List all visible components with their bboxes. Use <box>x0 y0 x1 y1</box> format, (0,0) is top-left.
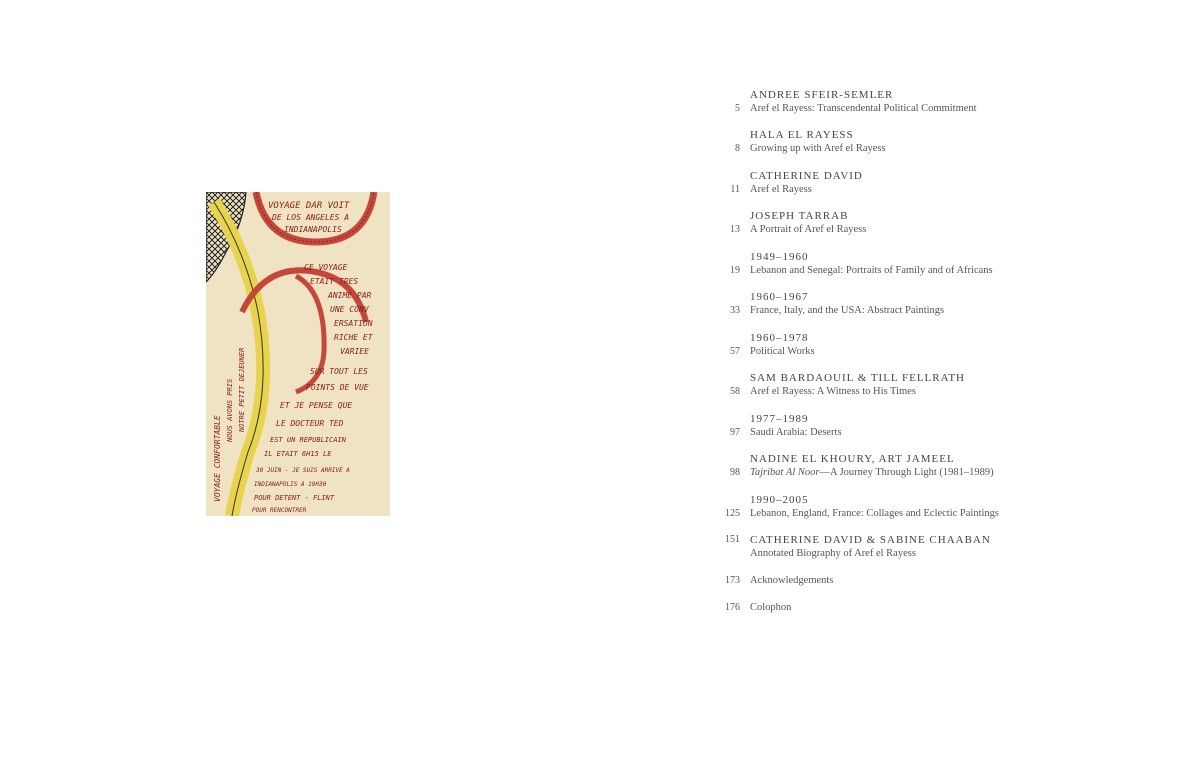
toc-section-years: 1960–1967 <box>750 291 809 303</box>
toc-page-number: 11 <box>730 184 740 195</box>
toc-author: CATHERINE DAVID <box>750 170 863 182</box>
handwriting-line: VARIEE <box>340 347 369 356</box>
toc-page-number: 33 <box>730 305 740 316</box>
toc-title: Lebanon and Senegal: Portraits of Family and of Africans <box>750 265 993 276</box>
handwriting-line: IL ETAIT 6H15 LE <box>264 450 332 458</box>
toc-entry <box>700 88 1120 128</box>
table-of-contents <box>700 88 1120 628</box>
handwriting-line: RICHE ET <box>334 333 373 342</box>
toc-page-number: 98 <box>730 467 740 478</box>
toc-page-number: 151 <box>725 534 740 545</box>
handwriting-vertical: NOTRE PETIT DEJEUNER <box>238 347 246 432</box>
toc-page-number: 5 <box>735 103 740 114</box>
handwriting-line: ANIME PAR <box>328 291 372 300</box>
handwriting-line: POINTS DE VUE <box>306 383 369 392</box>
toc-author: NADINE EL KHOURY, ART JAMEEL <box>750 453 955 465</box>
handwriting-line: ERSATION <box>334 319 373 328</box>
toc-author: ANDREE SFEIR-SEMLER <box>750 89 894 101</box>
handwriting-line: ET JE PENSE QUE <box>280 401 353 410</box>
toc-entry <box>700 128 1120 169</box>
toc-title: Aref el Rayess <box>750 184 812 195</box>
toc-title: Lebanon, England, France: Collages and Eclectic Paintings <box>750 508 1000 519</box>
artwork-image <box>206 192 390 516</box>
toc-title: Growing up with Aref el Rayess <box>750 143 886 154</box>
handwriting-line: INDIANAPOLIS A 19H30 <box>254 481 327 488</box>
toc-page-number: 8 <box>735 143 740 154</box>
toc-page-number: 13 <box>730 224 740 235</box>
toc-title-rest: —A Journey Through Light (1981–1989) <box>819 467 994 478</box>
handwriting-line: 30 JUIN - JE SUIS ARRIVE A <box>256 467 350 474</box>
handwritten-map-drawing <box>206 192 390 516</box>
handwriting-line: VOYAGE DAR VOIT <box>268 201 350 211</box>
toc-page-number: 173 <box>725 575 740 586</box>
handwriting-line: POUR DETENT - FLINT <box>254 494 335 502</box>
toc-page-number: 176 <box>725 602 740 613</box>
toc-entry <box>700 533 1120 574</box>
toc-title: Annotated Biography of Aref el Rayess <box>750 548 916 559</box>
toc-section-years: 1977–1989 <box>750 413 809 425</box>
handwriting-line: UNE CONV <box>330 305 369 314</box>
toc-entry <box>700 412 1120 452</box>
toc-title: France, Italy, and the USA: Abstract Paintings <box>750 305 945 316</box>
handwriting-line: INDIANAPOLIS <box>284 225 342 234</box>
handwriting-line: EST UN REPUBLICAIN <box>270 436 346 444</box>
toc-entry <box>700 290 1120 331</box>
toc-entry <box>700 574 1120 601</box>
toc-title-italic: Tajribat Al Noor <box>750 467 820 478</box>
toc-section-years: 1990–2005 <box>750 494 809 506</box>
toc-entry <box>700 250 1120 290</box>
toc-title: Aref el Rayess: A Witness to His Times <box>750 386 916 397</box>
handwriting-line: POUR RENCONTRER <box>252 507 307 514</box>
toc-title: Political Works <box>750 346 815 357</box>
toc-entry <box>700 331 1120 371</box>
handwriting-vertical: VOYAGE CONFORTABLE <box>213 415 222 502</box>
toc-title: Acknowledgements <box>750 575 834 586</box>
handwriting-line: ETAIT TRES <box>310 277 359 286</box>
toc-page-number: 97 <box>730 427 740 438</box>
toc-title <box>750 466 1120 480</box>
toc-section-years: 1960–1978 <box>750 332 809 344</box>
toc-entry <box>700 493 1120 533</box>
toc-section-years: 1949–1960 <box>750 251 809 263</box>
toc-page-number: 19 <box>730 265 740 276</box>
toc-title: A Portrait of Aref el Rayess <box>750 224 867 235</box>
toc-author: HALA EL RAYESS <box>750 129 854 141</box>
handwriting-line: CE VOYAGE <box>304 263 348 272</box>
toc-author: JOSEPH TARRAB <box>750 210 849 222</box>
toc-entry <box>700 169 1120 209</box>
toc-title: Saudi Arabia: Deserts <box>750 427 842 438</box>
toc-entry <box>700 371 1120 412</box>
toc-page-number: 125 <box>725 508 740 519</box>
toc-page-number: 58 <box>730 386 740 397</box>
toc-page-number: 57 <box>730 346 740 357</box>
toc-title: Colophon <box>750 602 792 613</box>
handwriting-vertical: NOUS AVONS PRIS <box>226 378 234 442</box>
toc-title: Aref el Rayess: Transcendental Political Commitment <box>750 103 977 114</box>
toc-author: SAM BARDAOUIL & TILL FELLRATH <box>750 372 965 384</box>
toc-entry <box>700 209 1120 250</box>
handwriting-line: LE DOCTEUR TED <box>276 419 344 428</box>
handwriting-line: DE LOS ANGELES A <box>272 213 350 222</box>
handwriting-line: SUR TOUT LES <box>310 367 368 376</box>
toc-entry <box>700 601 1120 628</box>
toc-entry <box>700 452 1120 493</box>
toc-author: CATHERINE DAVID & SABINE CHAABAN <box>750 534 991 546</box>
